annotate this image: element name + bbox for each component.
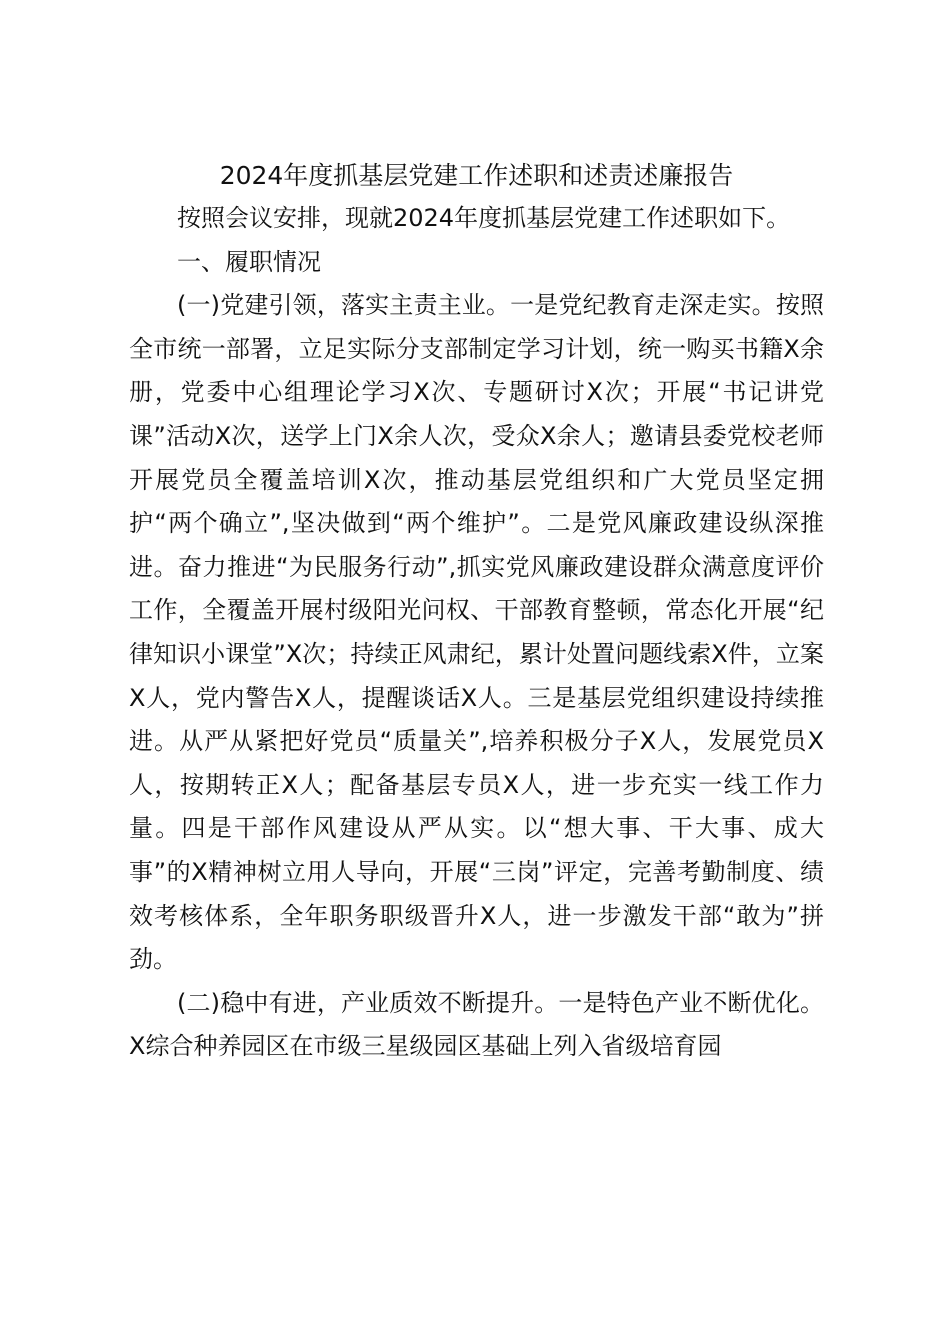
section-heading-performance: 一、履职情况 bbox=[177, 247, 321, 276]
document-body bbox=[129, 154, 824, 1069]
paragraph-party-building: (一)党建引领，落实主责主业。一是党纪教育走深走实。按照全市统一部署，立足实际分支部制定学习计划，统一购买书籍X余册，党委中心组理论学习X次、专题研讨X次；开展“书记讲党课”活动X次，送学上门X余人次，受众X余人；邀请县委党校老师开展党员全覆盖培训X次，推动基层党组织和广大党员坚定拥护“两个确立”,坚决做到“两个维护”。二是党风廉政建设纵深推进。奋力推进“为民服务行动”,抓实党风廉政建设群众满意度评价工作，全覆盖开展村级阳光问权、干部教育整顿，常态化开展“纪律知识小课堂”X次；持续正风肃纪，累计处置问题线索X件，立案X人，党内警告X人，提醒谈话X人。三是基层党组织建设持续推进。从严从紧把好党员“质量关”,培养积极分子X人，发展党员X人，按期转正X人；配备基层专员X人，进一步充实一线工作力量。四是干部作风建设从严从实。以“想大事、干大事、成大事”的X精神树立用人导向，开展“三岗”评定，完善考勤制度、绩效考核体系，全年职务职级晋升X人，进一步激发干部“敢为”拼劲。 bbox=[129, 291, 824, 974]
paragraph-industry: (二)稳中有进，产业质效不断提升。一是特色产业不断优化。X综合种养园区在市级三星级园区基础上列入省级培育园 bbox=[129, 988, 824, 1061]
document-title: 2024年度抓基层党建工作述职和述责述廉报告 bbox=[219, 161, 734, 190]
intro-paragraph: 按照会议安排，现就2024年度抓基层党建工作述职如下。 bbox=[177, 204, 791, 232]
